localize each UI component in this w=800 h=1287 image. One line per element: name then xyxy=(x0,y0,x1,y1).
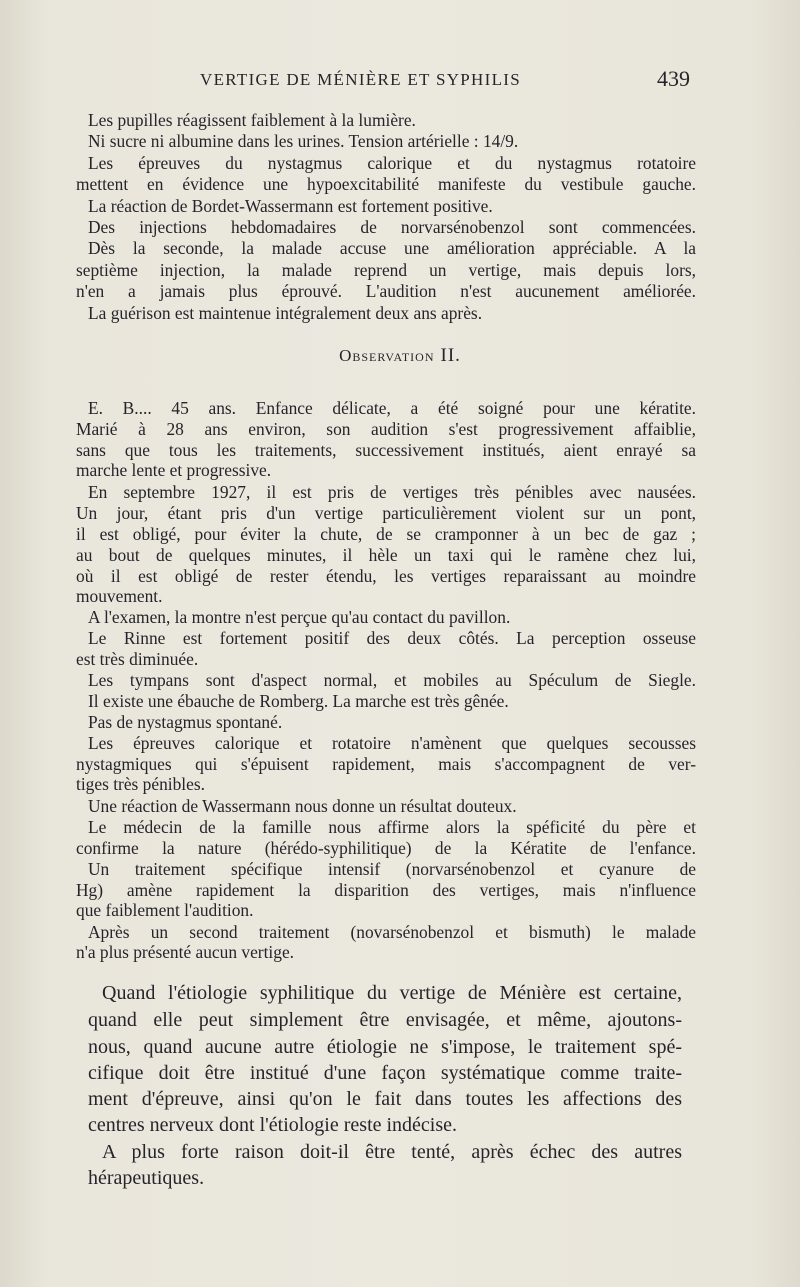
paragraph-line: au bout de quelques minutes, il hèle un taxi qui le ramène chez lui, xyxy=(76,545,696,565)
paragraph-line: cifique doit être institué d'une façon systématique comme traite- xyxy=(88,1062,682,1084)
paragraph-line: Une réaction de Wassermann nous donne un résultat douteux. xyxy=(88,796,517,816)
paragraph-line: La réaction de Bordet-Wassermann est fortement positive. xyxy=(88,196,493,216)
paragraph-line: Les pupilles réagissent faiblement à la lumière. xyxy=(88,110,416,130)
paragraph-line: Les épreuves du nystagmus calorique et du nystagmus rotatoire xyxy=(88,153,696,173)
observation-heading xyxy=(0,345,800,367)
paragraph-line: confirme la nature (hérédo-syphilitique) de la Kératite de l'enfance. xyxy=(76,838,696,858)
paragraph-line: Pas de nystagmus spontané. xyxy=(88,712,283,732)
paragraph-line: ment d'épreuve, ainsi qu'on le fait dans toutes les affections des xyxy=(88,1088,682,1110)
paragraph-line: tiges très pénibles. xyxy=(76,774,205,794)
paragraph-line: Le Rinne est fortement positif des deux côtés. La perception osseuse xyxy=(88,628,696,648)
paragraph-line: Quand l'étiologie syphilitique du vertige de Ménière est certaine, xyxy=(102,982,682,1004)
observation-number: II. xyxy=(440,345,461,366)
paragraph-line: où il est obligé de rester étendu, les vertiges reparaissant au moindre xyxy=(76,566,696,586)
page-header xyxy=(0,66,800,96)
paragraph-line: Un traitement spécifique intensif (norvarsénobenzol et cyanure de xyxy=(88,859,696,879)
paragraph-line: En septembre 1927, il est pris de vertiges très pénibles avec nausées. xyxy=(88,482,696,502)
observation-label: Observation xyxy=(339,346,435,365)
running-head: VERTIGE DE MÉNIÈRE ET SYPHILIS xyxy=(200,70,521,89)
paragraph-line: A l'examen, la montre n'est perçue qu'au contact du pavillon. xyxy=(88,607,511,627)
paragraph-line: Ni sucre ni albumine dans les urines. Tension artérielle : 14/9. xyxy=(88,131,519,151)
paragraph-line: hérapeutiques. xyxy=(88,1167,205,1189)
paragraph-line: La guérison est maintenue intégralement deux ans après. xyxy=(88,303,483,323)
paragraph-line: il est obligé, pour éviter la chute, de se cramponner à un bec de gaz ; xyxy=(76,524,696,544)
page-number: 439 xyxy=(657,66,690,91)
paragraph-line: nous, quand aucune autre étiologie ne s'impose, le traitement spé- xyxy=(88,1036,682,1058)
paragraph-line: Un jour, étant pris d'un vertige particulièrement violent sur un pont, xyxy=(76,503,696,523)
paragraph-line: Marié à 28 ans environ, son audition s'est progressivement affaiblie, xyxy=(76,419,696,439)
paragraph-line: que faiblement l'audition. xyxy=(76,900,254,920)
paragraph-line: Après un second traitement (novarsénobenzol et bismuth) le malade xyxy=(88,922,696,942)
paragraph-line: Hg) amène rapidement la disparition des vertiges, mais n'influence xyxy=(76,880,696,900)
paragraph-line: mouvement. xyxy=(76,586,163,606)
paragraph-line: Les tympans sont d'aspect normal, et mobiles au Spéculum de Siegle. xyxy=(88,670,696,690)
paragraph-line: n'en a jamais plus éprouvé. L'audition n'est aucunement améliorée. xyxy=(76,281,696,301)
paragraph-line: est très diminuée. xyxy=(76,649,199,669)
paragraph-line: septième injection, la malade reprend un vertige, mais depuis lors, xyxy=(76,260,696,280)
paragraph-line: E. B.... 45 ans. Enfance délicate, a été soigné pour une kératite. xyxy=(88,398,696,418)
paragraph-line: nystagmiques qui s'épuisent rapidement, mais s'accompagnent de ver- xyxy=(76,754,696,774)
paragraph-line: centres nerveux dont l'étiologie reste indécise. xyxy=(88,1114,458,1136)
paragraph-line: mettent en évidence une hypoexcitabilité manifeste du vestibule gauche. xyxy=(76,174,696,194)
paragraph-line: Il existe une ébauche de Romberg. La marche est très gênée. xyxy=(88,691,509,711)
paragraph-line: sans que tous les traitements, successivement institués, aient enrayé sa xyxy=(76,440,696,460)
paragraph-line: Les épreuves calorique et rotatoire n'amènent que quelques secousses xyxy=(88,733,696,753)
paragraph-line: Dès la seconde, la malade accuse une amélioration appréciable. A la xyxy=(88,238,696,258)
paragraph-line: marche lente et progressive. xyxy=(76,460,272,480)
paragraph-line: A plus forte raison doit-il être tenté, après échec des autres xyxy=(102,1141,682,1163)
paragraph-line: Le médecin de la famille nous affirme alors la spéficité du père et xyxy=(88,817,696,837)
paragraph-line: Des injections hebdomadaires de norvarsénobenzol sont commencées. xyxy=(88,217,696,237)
paragraph-line: n'a plus présenté aucun vertige. xyxy=(76,942,295,962)
paragraph-line: quand elle peut simplement être envisagée, et même, ajoutons- xyxy=(88,1009,682,1031)
